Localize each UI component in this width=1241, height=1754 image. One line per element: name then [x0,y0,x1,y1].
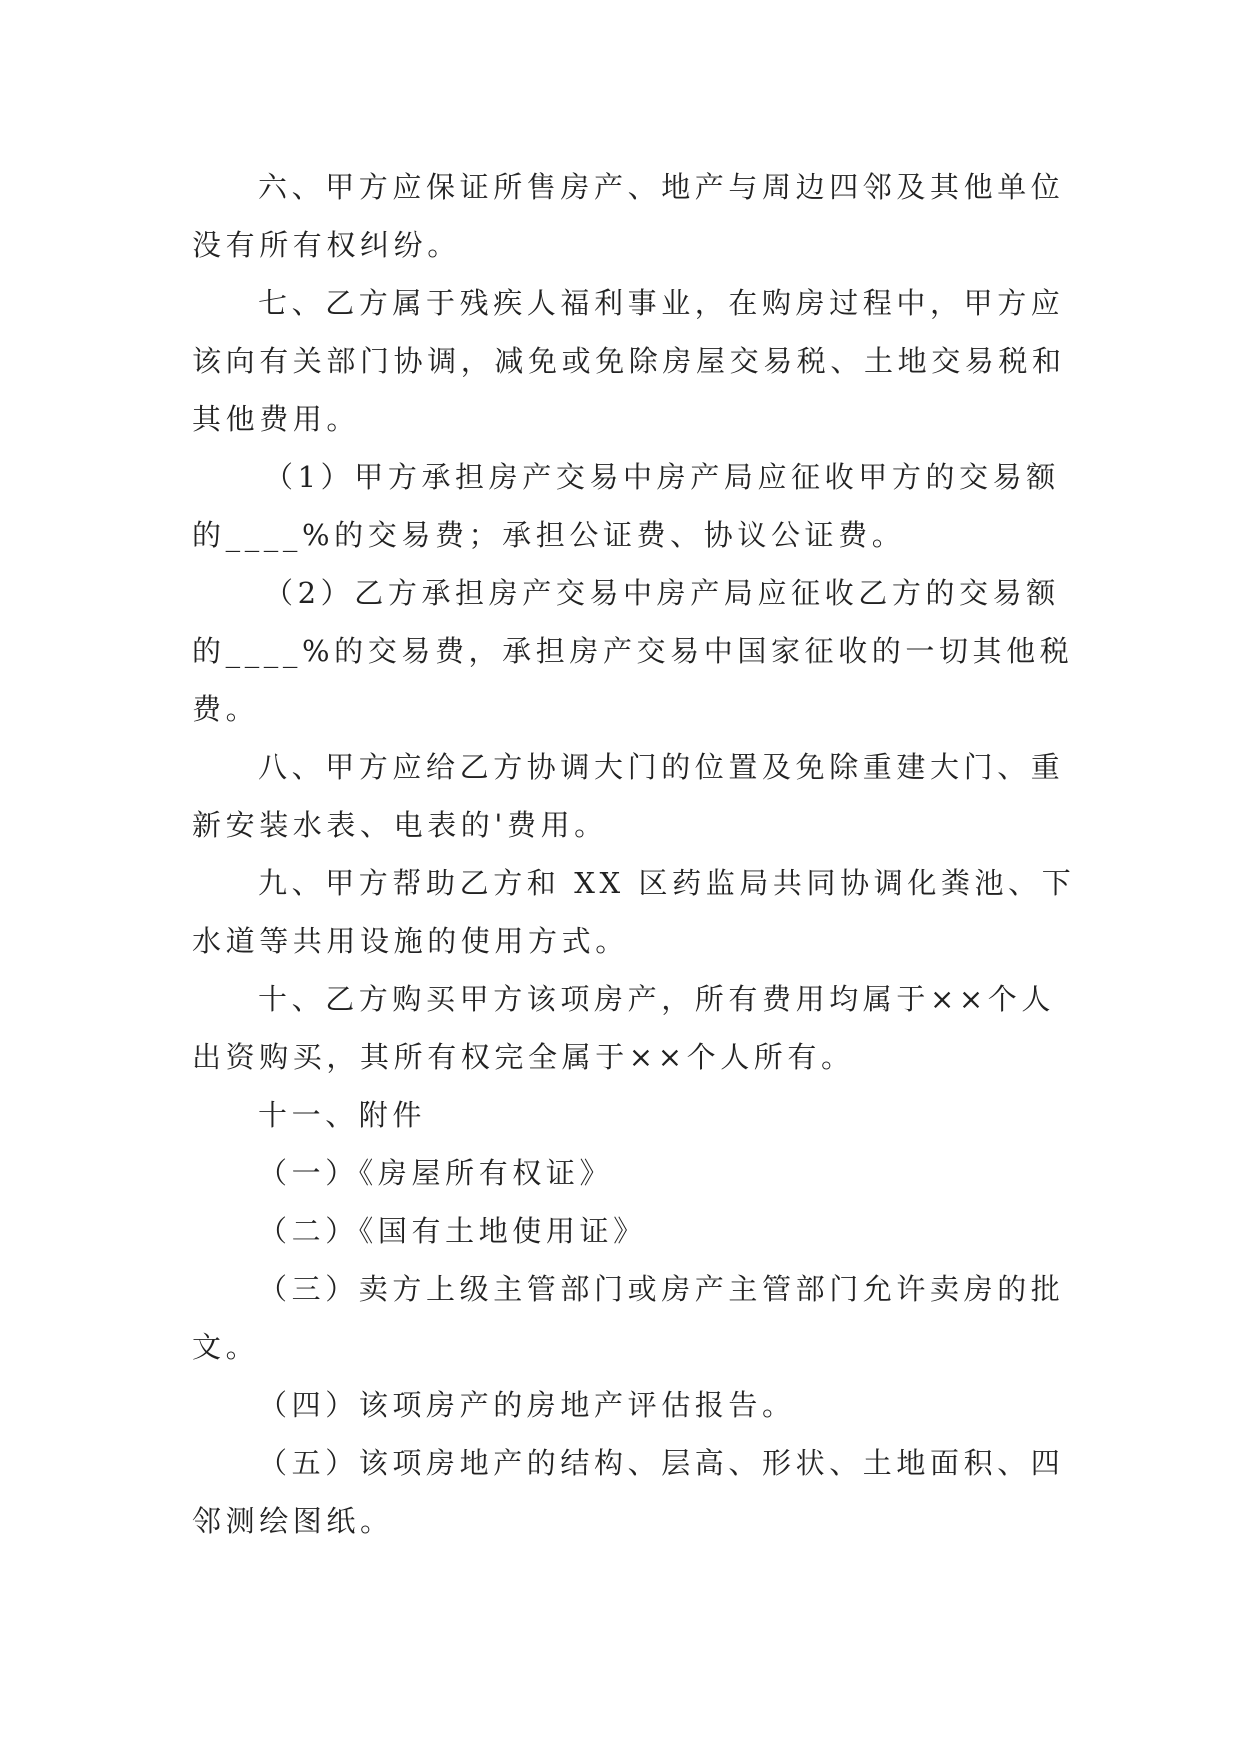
paragraph-article-7-item-1 [192,448,1060,564]
text-line: 九、甲方帮助乙方和 XX 区药监局共同协调化粪池、下 [258,866,1076,900]
text-line: 文。 [192,1330,260,1364]
paragraph-article-10 [192,970,1055,1086]
paragraph-article-9 [192,854,1076,970]
text-line: （2）乙方承担房产交易中房产局应征收乙方的交易额 [264,576,1060,610]
text-line: 水道等共用设施的使用方式。 [192,924,629,958]
paragraph-article-7-item-2 [192,564,1074,738]
text-line: 七、乙方属于残疾人福利事业，在购房过程中，甲方应 [258,286,1065,320]
text-line: 出资购买，其所有权完全属于××个人所有。 [192,1040,855,1074]
text-line: 的____%的交易费，承担房产交易中国家征收的一切其他税 [192,634,1074,668]
text-line: 十一、附件 [258,1098,427,1132]
attachment-item-4 [192,1376,1052,1434]
text-line: 没有所有权纠纷。 [192,228,461,262]
text-line: 该向有关部门协调，减免或免除房屋交易税、土地交易税和 [192,344,1066,378]
text-line: 十、乙方购买甲方该项房产，所有费用均属于××个人 [258,982,1055,1016]
text-line: 新安装水表、电表的'费用。 [192,808,608,842]
paragraph-article-6 [192,158,1065,274]
text-line: 的____%的交易费；承担公证费、协议公证费。 [192,518,906,552]
paragraph-article-8 [192,738,1065,854]
attachment-item-3 [192,1260,1065,1376]
text-line: 邻测绘图纸。 [192,1504,394,1538]
text-line: 八、甲方应给乙方协调大门的位置及免除重建大门、重 [258,750,1065,784]
text-line: （四）该项房产的房地产评估报告。 [258,1388,796,1422]
text-line: 费。 [192,692,260,726]
text-line: 六、甲方应保证所售房产、地产与周边四邻及其他单位 [258,170,1065,204]
text-line: （三）卖方上级主管部门或房产主管部门允许卖房的批 [258,1272,1065,1306]
paragraph-article-7 [192,274,1066,448]
document-body [192,158,1076,1550]
text-line: （五）该项房地产的结构、层高、形状、土地面积、四 [258,1446,1065,1480]
text-line: （1）甲方承担房产交易中房产局应征收甲方的交易额 [264,460,1060,494]
text-line: （一）《房屋所有权证》 [258,1156,614,1190]
attachment-item-5 [192,1434,1065,1550]
attachment-item-1 [192,1144,1052,1202]
attachment-item-2 [192,1202,1052,1260]
text-line: 其他费用。 [192,402,361,436]
paragraph-article-11 [192,1086,1052,1144]
text-line: （二）《国有土地使用证》 [258,1214,647,1248]
